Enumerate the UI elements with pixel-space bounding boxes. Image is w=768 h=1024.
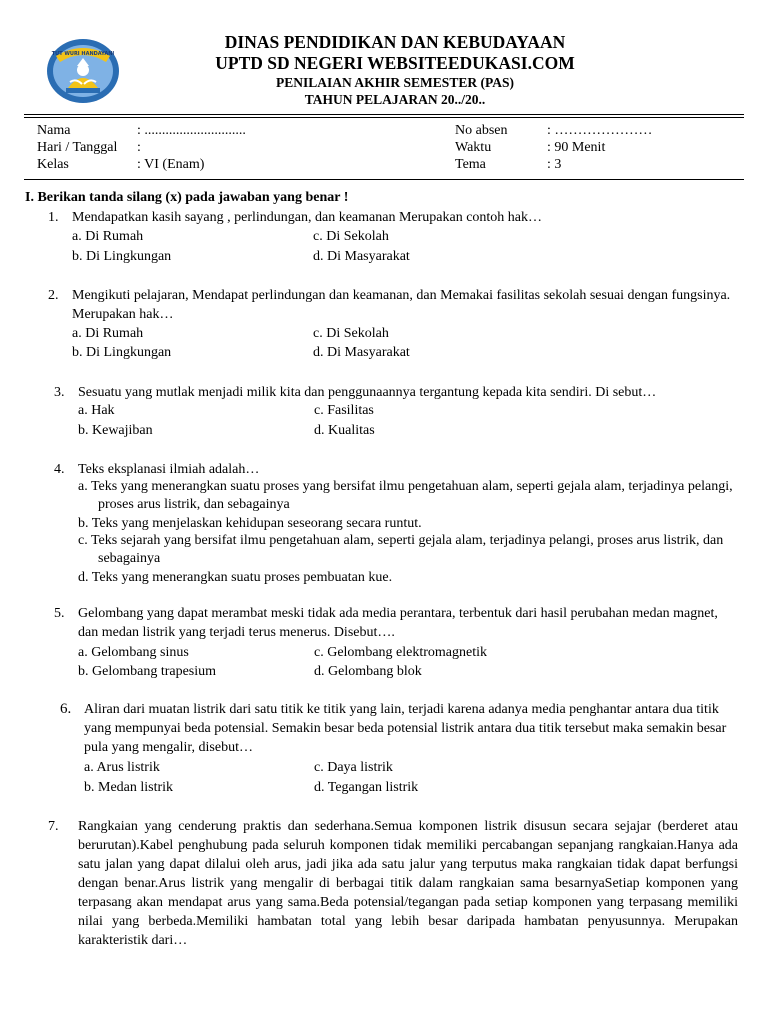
question-3-option-d[interactable]: d. Kualitas (314, 423, 375, 438)
info-divider (24, 179, 744, 180)
question-4-text: Teks eksplanasi ilmiah adalah… (78, 462, 260, 477)
question-4-number: 4. (54, 462, 65, 477)
question-3-option-a[interactable]: a. Hak (78, 403, 115, 418)
question-2-text: Mengikuti pelajaran, Mendapat perlindungan dan keamanan, dan Memakai fasilitas sekolah sesuai dengan fungsinya. Merupakan hak… (72, 288, 731, 322)
question-5-option-d[interactable]: d. Gelombang blok (314, 664, 422, 679)
waktu-value: : 90 Menit (547, 140, 606, 155)
question-4-option-c[interactable]: c. Teks sejarah yang bersifat ilmu pengetahuan alam, seperti gejala alam, terjadinya pelangi, proses arus listrik, dan sebagainya (78, 533, 724, 566)
question-4-option-d[interactable]: d. Teks yang menerangkan suatu proses pembuatan kue. (78, 570, 393, 585)
question-6-option-c[interactable]: c. Daya listrik (314, 760, 393, 775)
question-1-option-a[interactable]: a. Di Rumah (72, 229, 144, 244)
kelas-label: Kelas (37, 157, 69, 172)
question-3-number: 3. (54, 385, 65, 400)
question-6-option-a[interactable]: a. Arus listrik (84, 760, 160, 775)
header-divider-top (24, 114, 744, 115)
waktu-label: Waktu (455, 140, 492, 155)
absen-label: No absen (455, 123, 508, 138)
question-1-option-c[interactable]: c. Di Sekolah (313, 229, 389, 244)
hari-label: Hari / Tanggal (37, 140, 118, 155)
question-5-option-a[interactable]: a. Gelombang sinus (78, 645, 189, 660)
question-4-option-b[interactable]: b. Teks yang menjelaskan kehidupan seseorang secara runtut. (78, 516, 422, 531)
question-2-option-b[interactable]: b. Di Lingkungan (72, 345, 172, 360)
kelas-value: : VI (Enam) (137, 157, 205, 172)
question-6-option-d[interactable]: d. Tegangan listrik (314, 780, 419, 795)
question-3-text: Sesuatu yang mutlak menjadi milik kita dan penggunaannya tergantung kepada kita sendiri. Di sebut… (78, 385, 657, 400)
question-2-number: 2. (48, 288, 59, 303)
question-2-option-c[interactable]: c. Di Sekolah (313, 326, 389, 341)
question-6-text: Aliran dari muatan listrik dari satu titik ke titik yang lain, terjadi karena adanya media penghantar antara dua titik yang mempunyai beda potensial. Semakin besar beda potensial listrik antara dua titik tersebut maka semakin besar pula yang mengalir, disebut… (84, 702, 727, 755)
header-exam: PENILAIAN AKHIR SEMESTER (PAS) (276, 75, 514, 90)
question-3-option-c[interactable]: c. Fasilitas (314, 403, 374, 418)
nama-value[interactable]: : ............................. (137, 123, 246, 138)
logo-text: TUT WURI HANDAYANI (51, 51, 115, 57)
question-5-text: Gelombang yang dapat merambat meski tidak ada media perantara, terbentuk dari hasil perubahan medan magnet, dan medan listrik yang terjadi terus menerus. Disebut…. (78, 606, 718, 640)
header-divider-bottom (24, 117, 744, 118)
question-1-text: Mendapatkan kasih sayang , perlindungan, dan keamanan Merupakan contoh hak… (72, 210, 543, 225)
question-3-option-b[interactable]: b. Kewajiban (78, 423, 153, 438)
tema-value: : 3 (547, 157, 562, 172)
header-year: TAHUN PELAJARAN 20../20.. (304, 92, 486, 107)
question-5-number: 5. (54, 606, 65, 621)
absen-value[interactable]: : ………………… (547, 123, 653, 138)
question-4-option-a[interactable]: a. Teks yang menerangkan suatu proses yang bersifat ilmu pengetahuan alam, seperti gejala alam, terjadinya pelangi, proses arus listrik, dan sebagainya (78, 479, 733, 512)
nama-label: Nama (37, 123, 71, 138)
tema-label: Tema (455, 157, 486, 172)
header-school: UPTD SD NEGERI WEBSITEEDUKASI.COM (215, 53, 575, 73)
header-office: DINAS PENDIDIKAN DAN KEBUDAYAAN (224, 32, 566, 52)
question-7-number: 7. (48, 819, 59, 834)
question-1-option-b[interactable]: b. Di Lingkungan (72, 249, 172, 264)
question-1-option-d[interactable]: d. Di Masyarakat (313, 249, 410, 264)
question-6-number: 6. (60, 701, 72, 717)
section-instruction: I. Berikan tanda silang (x) pada jawaban yang benar ! (25, 190, 349, 205)
question-1-number: 1. (48, 210, 59, 225)
question-2-option-d[interactable]: d. Di Masyarakat (313, 345, 410, 360)
question-5-option-c[interactable]: c. Gelombang elektromagnetik (314, 645, 487, 660)
tut-wuri-handayani-logo (46, 38, 120, 104)
question-2-option-a[interactable]: a. Di Rumah (72, 326, 144, 341)
hari-value[interactable]: : (137, 140, 141, 155)
question-5-option-b[interactable]: b. Gelombang trapesium (78, 664, 217, 679)
question-6-option-b[interactable]: b. Medan listrik (84, 780, 174, 795)
question-7-text: Rangkaian yang cenderung praktis dan sederhana.Semua komponen listrik disusun secara sejajar (berderet atau berurutan).Kabel penghubung pada seluruh komponen tidak memiliki percabangan sepanjang rangkaian.Hanya ada satu jalan yang dapat dilalui oleh arus, jadi jika ada satu jalur yang terputus maka rangkaian tidak dapat berfungsi dengan benar.Arus listrik yang mengalir di berbagai titik dalam rangkaian sama besarnyaSetiap komponen yang terpasang akan mendapat arus yang sama.Beda potensial/tegangan pada setiap komponen yang terpasang memiliki nilai yang berbeda.Memiliki hambatan total yang lebih besar daripada hambatan penyusunnya. Merupakan karakteristik dari… (78, 819, 738, 948)
